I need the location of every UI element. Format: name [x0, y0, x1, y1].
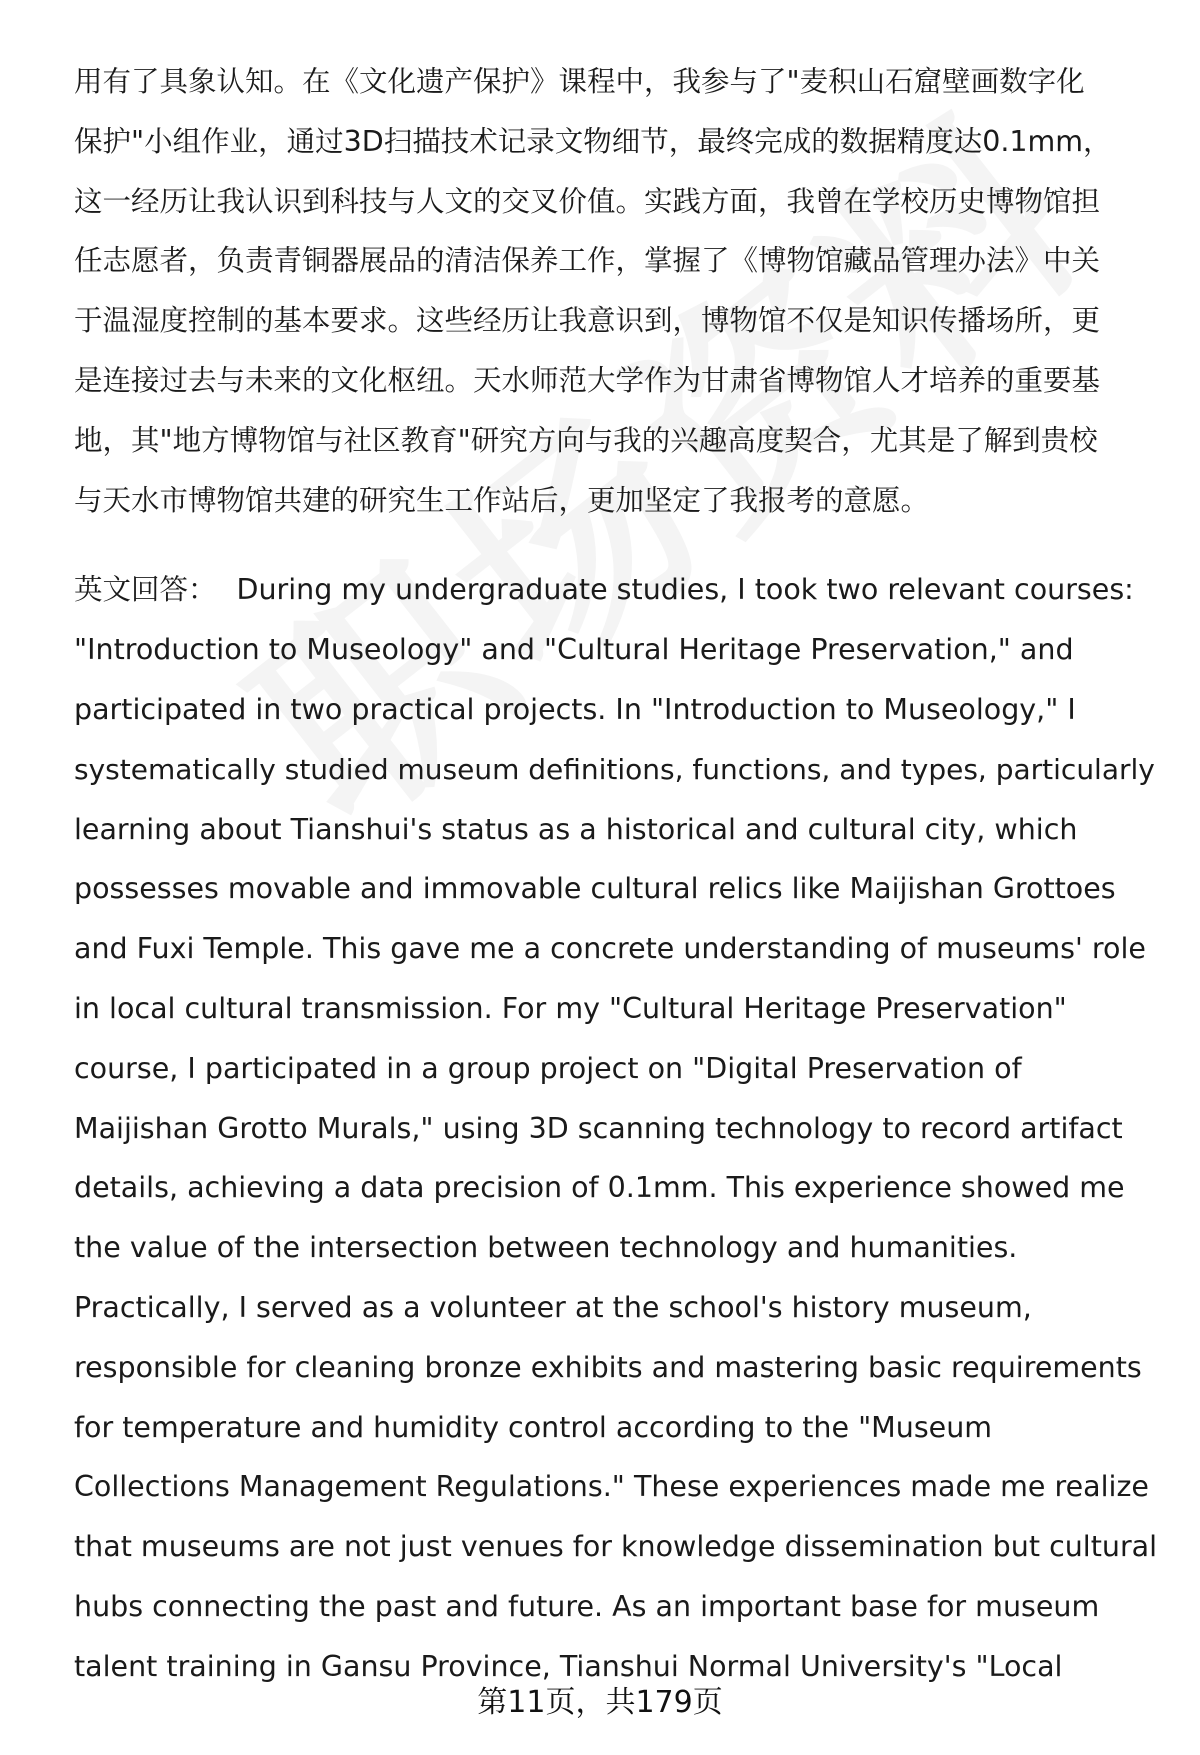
text-line: Collections Management Regulations." These experiences made me realize [74, 1470, 1149, 1504]
text-line: Maijishan Grotto Murals," using 3D scanning technology to record artifact [74, 1111, 1123, 1145]
text-line: for temperature and humidity control according to the "Museum [74, 1410, 993, 1444]
chinese-paragraph [74, 52, 1164, 530]
page-number: 第11页，共179页 [477, 1685, 723, 1720]
text-line: course, I participated in a group project on "Digital Preservation of [74, 1051, 1022, 1085]
text-line: learning about Tianshui's status as a historical and cultural city, which [74, 812, 1078, 846]
text-line: and Fuxi Temple. This gave me a concrete understanding of museums' role [74, 932, 1146, 966]
text-span: During my undergraduate studies, I took two relevant courses: [236, 573, 1134, 607]
text-line: systematically studied museum definitions, functions, and types, particularly [74, 752, 1155, 786]
answer-label: 英文回答： [74, 573, 217, 607]
text-line: in local cultural transmission. For my "Cultural Heritage Preservation" [74, 991, 1067, 1025]
text-line: 与天水市博物馆共建的研究生工作站后，更加坚定了我报考的意愿。 [74, 483, 930, 517]
text-line: responsible for cleaning bronze exhibits and mastering basic requirements [74, 1350, 1142, 1384]
text-line: hubs connecting the past and future. As an important base for museum [74, 1589, 1100, 1623]
document-body [74, 52, 1164, 1697]
text-line: that museums are not just venues for knowledge dissemination but cultural [74, 1530, 1158, 1564]
text-line: 地，其"地方博物馆与社区教育"研究方向与我的兴趣高度契合，尤其是了解到贵校 [74, 423, 1098, 457]
text-line: details, achieving a data precision of 0.1mm. This experience showed me [74, 1171, 1125, 1205]
text-line: 于温湿度控制的基本要求。这些经历让我意识到，博物馆不仅是知识传播场所，更 [74, 304, 1101, 338]
text-line: possesses movable and immovable cultural relics like Maijishan Grottoes [74, 872, 1116, 906]
text-line: Practically, I served as a volunteer at the school's history museum, [74, 1290, 1032, 1324]
paragraph-spacer [74, 530, 1164, 560]
text-line: "Introduction to Museology" and "Cultural Heritage Preservation," and [74, 633, 1074, 667]
text-line: 保护"小组作业，通过3D扫描技术记录文物细节，最终完成的数据精度达0.1mm， [74, 124, 1112, 158]
text-line: talent training in Gansu Province, Tianshui Normal University's "Local [74, 1649, 1063, 1683]
text-line: the value of the intersection between technology and humanities. [74, 1231, 1018, 1265]
text-line: participated in two practical projects. In "Introduction to Museology," I [74, 692, 1076, 726]
english-paragraph [74, 560, 1164, 1696]
text-line [74, 560, 1164, 620]
text-line: 用有了具象认知。在《文化遗产保护》课程中，我参与了"麦积山石窟壁画数字化 [74, 65, 1085, 98]
text-line: 任志愿者，负责青铜器展品的清洁保养工作，掌握了《博物馆藏品管理办法》中关 [74, 244, 1101, 278]
text-line: 这一经历让我认识到科技与人文的交叉价值。实践方面，我曾在学校历史博物馆担 [74, 184, 1101, 218]
text-line: 是连接过去与未来的文化枢纽。天水师范大学作为甘肃省博物馆人才培养的重要基 [74, 363, 1101, 397]
